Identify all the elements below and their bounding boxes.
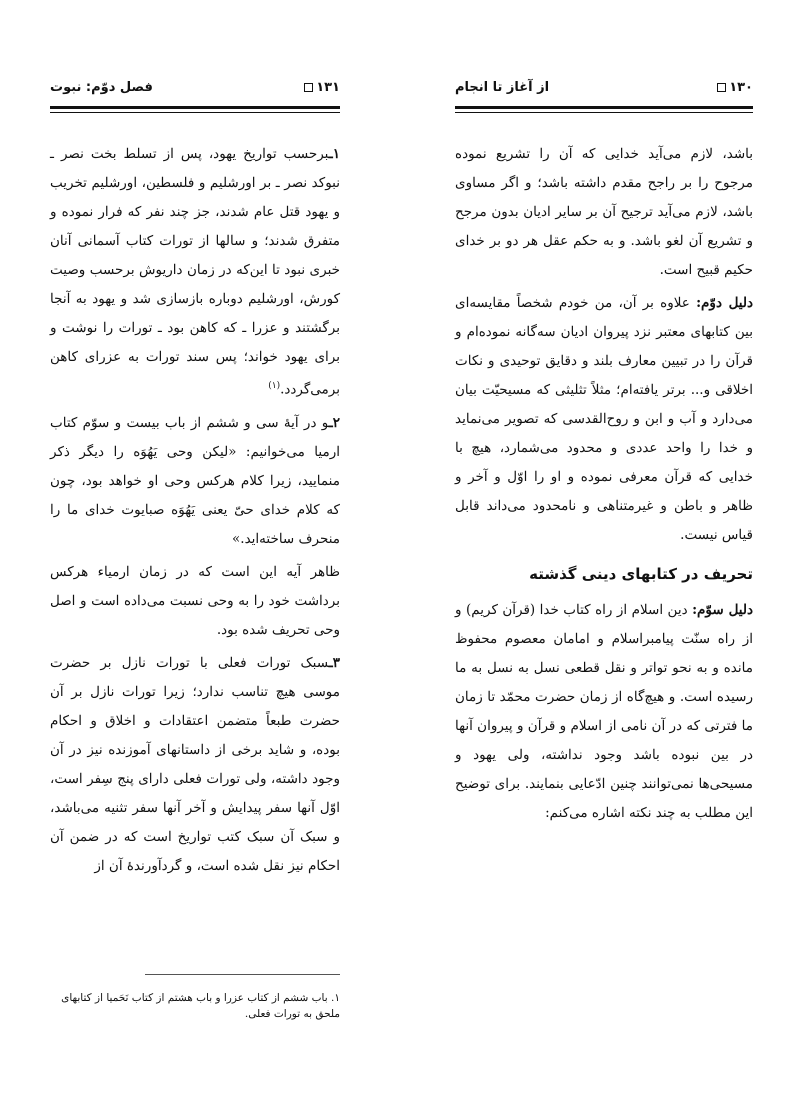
paragraph [455,289,753,550]
header-rule-thick [455,106,753,109]
right-page-number-group [717,80,753,95]
item-number: ۳ـ [328,654,340,671]
paragraph [455,596,753,828]
page-number: ۱۳۰ [729,80,753,95]
left-page-number-group [304,80,340,95]
header-rule-thin [50,112,340,113]
paragraph-text: ظاهر آیه این است که در زمان ارمیاء هرکس برداشت خود را به وحی نسبت می‌داده است و اصل وحی تحریف شده بود. [50,563,340,638]
page-box-icon [717,83,726,92]
running-title: فصل دوّم: نبوت [50,80,153,95]
argument-label: دلیل سوّم: [692,602,754,618]
page-number: ۱۳۱ [316,80,340,95]
paragraph-text: سبک تورات فعلی با تورات نازل بر حضرت موسی هیچ تناسب ندارد؛ زیرا تورات نازل بر آن حضرت طبعاً متضمن اعتقادات و اخلاق و احکام بوده، و شاید برخی از داستانهای آموزنده نیز در آن وجود داشته، ولی تورات فعلی دارای پنج سِفر است، اوّل آنها سفر پیدایش و آخر آنها سفر تثنیه می‌باشد، و سبک آن سبک کتب تواریخ است که در ضمن آن احکام نیز نقل شده است، و گردآورندهٔ آن از [50,654,340,874]
paragraph-text: برحسب تواریخ یهود، پس از تسلط بخت نصر ـ نبوکد نصر ـ بر اورشلیم و فلسطین، اورشلیم تخریب و یهود قتل عام شدند، جز چند نفر که فرار نموده و متفرق شدند؛ و سالها از تورات کتاب آسمانی آنان خبری نبود تا این‌که در زمان داریوش برحسب وصیت کورش، اورشلیم دوباره بازسازی شد و یهود به آنجا برگشتند و عزرا ـ که کاهن بود ـ تورات را نوشت و برای یهود خواند؛ پس سند تورات به عزرای کاهن برمی‌گردد. [50,146,340,398]
page-box-icon [304,83,313,92]
left-page-body [50,140,340,885]
item-number: ۲ـ [328,414,340,431]
item-number: ۱ـ [328,146,340,162]
header-rule-thin [455,112,753,113]
right-page-body [455,140,753,832]
footnote: ۱. باب ششم از کتاب عزرا و باب هشتم از کتاب نَحَمیا از کتابهای ملحق به تورات فعلی. [61,992,340,1020]
right-page-header [455,80,753,102]
paragraph-text: و در آیهٔ سی و ششم از باب بیست و سوّم کتاب ارمیا می‌خوانیم: «لیکن وحی یَهُوَه را دیگر ذکر منمایید، زیرا کلام هرکس وحی او خواهد بود، چون که کلام خدای حیّ یعنی یَهُوَه صبایوت خدای ما را منحرف ساخته‌اید.» [50,414,340,547]
argument-label: دلیل دوّم: [696,295,754,311]
footnote-separator [145,974,340,975]
paragraph [50,649,340,881]
left-page [50,0,340,1100]
paragraph [50,140,340,405]
header-rule-thick [50,106,340,109]
paragraph-text: دین اسلام از راه کتاب خدا (قرآن کریم) و از راه سنّت پیامبراسلام و امامان معصوم محفوظ مانده و به نحو تواتر و نقل قطعی نسل به نسل به ما رسیده است. و هیچ‌گاه از زمان حضرت محمّد تا زمان ما فترتی که در آن نامی از اسلام و قرآن و پیروان آنها در بین نبوده باشد وجود نداشته، ولی یهود و مسیحی‌ها نمی‌توانند چنین ادّعایی بنمایند. برای توضیح این مطلب به چند نکته اشاره می‌کنم: [455,602,753,821]
footnote-ref: (۱) [268,381,281,391]
paragraph-text: باشد، لازم می‌آید خدایی که آن را تشریع نموده مرجوح را بر راجح مقدم داشته باشد؛ و اگر مساوی باشد، لازم می‌آید ترجیح آن بر سایر ادیان بدون مرجح و تشریع آن لغو باشد. و به حکم عقل هر دو بر خدای حکیم قبیح است. [455,146,753,278]
paragraph-text: علاوه بر آن، من خودم شخصاً مقایسه‌ای بین کتابهای معتبر نزد پیروان ادیان سه‌گانه نموده‌ام و قرآن را در تبیین معارف بلند و دقایق توحیدی و نکات اخلاقی و... برتر یافته‌ام؛ مثلاً تثلیثی که مسیحیّت بیان می‌دارد و آب و ابن و روح‌القدسی که تصویر می‌نماید و خدا را واحد عددی و محدود می‌شمارد، هیچ با خدایی که قرآن معرفی نموده و او را اوّل و آخر و ظاهر و باطن و غیرمتناهی و نامحدود می‌داند قابل قیاس نیست. [455,295,753,543]
running-title: از آغاز تا انجام [455,80,550,95]
left-page-header [50,80,340,102]
right-page [455,0,753,1100]
paragraph [455,140,753,285]
paragraph [50,409,340,554]
paragraph [50,558,340,645]
section-title: تحریف در کتابهای دینی گذشته [529,565,753,583]
